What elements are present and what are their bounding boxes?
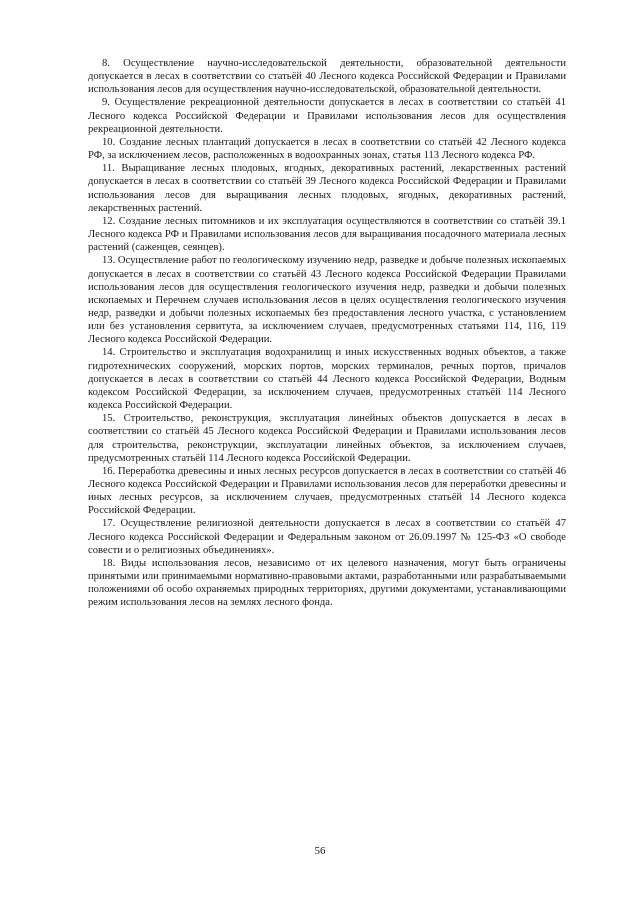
paragraph-12: 12. Создание лесных питомников и их эксплуатация осуществляются в соответствии со статьёй 39.1 Лесного кодекса РФ и Правилами использования лесов для выращивания посадочного материала лесных растений (саженцев, сеянцев). [88,215,566,254]
paragraph-16: 16. Переработка древесины и иных лесных ресурсов допускается в лесах в соответствии со статьёй 46 Лесного кодекса Российской Федерации и Правилами использования лесов для переработки древесины и иных лесных ресурсов, за исключением случаев, предусмотренных статьёй 14 Лесного кодекса Российской Федерации. [88,465,566,517]
paragraph-14: 14. Строительство и эксплуатация водохранилищ и иных искусственных водных объектов, а также гидротехнических сооружений, морских портов, морских терминалов, речных портов, причалов допускается в лесах в соответствии со статьёй 44 Лесного кодекса Российской Федерации, Водным кодексом Российской Федерации, за исключением случаев, предусмотренных статьёй 114 Лесного кодекса Российской Федерации. [88,347,566,412]
paragraph-18: 18. Виды использования лесов, независимо от их целевого назначения, могут быть ограничены принятыми или принимаемыми нормативно-правовыми актами, разработанными или разрабатываемыми положениями об особо охраняемых природных территориях, другими документами, устанавливающими режим использования лесов на землях лесного фонда. [88,557,566,609]
paragraph-13: 13. Осуществление работ по геологическому изучению недр, разведке и добыче полезных ископаемых допускается в лесах в соответствии со статьёй 43 Лесного кодекса Российской Федерации Правилами использования лесов для осуществления геологического изучения недр, разведки и добычи полезных ископаемых и Перечнем случаев использования лесов в целях осуществления геологического изучения недр, разведки и добычи полезных ископаемых без предоставления лесного участка, с установлением или без установления сервитута, за исключением случаев, предусмотренных статьями 114, 116, 119 Лесного кодекса Российской Федерации. [88,255,566,346]
document-body [88,57,566,610]
page-number: 56 [314,845,326,857]
paragraph-11: 11. Выращивание лесных плодовых, ягодных, декоративных растений, лекарственных растений допускается в лесах в соответствии со статьёй 39 Лесного кодекса Российской Федерации и Правилами использования лесов для выращивания лесных плодовых, ягодных, декоративных растений, лекарственных растений. [88,163,566,214]
paragraph-15: 15. Строительство, реконструкция, эксплуатация линейных объектов допускается в лесах в соответствии со статьёй 45 Лесного кодекса Российской Федерации и Правилами использования лесов для строительства, реконструкции, эксплуатации линейных объектов, за исключением случаев, предусмотренных статьёй 114 Лесного кодекса Российской Федерации. [88,413,566,464]
paragraph-8: 8. Осуществление научно-исследовательской деятельности, образовательной деятельности допускается в лесах в соответствии со статьёй 40 Лесного кодекса Российской Федерации и Правилами использования лесов для осуществления научно-исследовательской, образовательной деятельности. [88,58,566,96]
paragraph-9: 9. Осуществление рекреационной деятельности допускается в лесах в соответствии со статьёй 41 Лесного кодекса Российской Федерации и Правилами использования лесов для осуществления рекреационной деятельности. [88,97,566,135]
paragraph-17: 17. Осуществление религиозной деятельности допускается в лесах в соответствии со статьёй 47 Лесного кодекса Российской Федерации и Федеральным законом от 26.09.1997 № 125-ФЗ «О свободе совести и о религиозных объединениях». [88,518,566,556]
paragraph-10: 10. Создание лесных плантаций допускается в лесах в соответствии со статьёй 42 Лесного кодекса РФ, за исключением лесов, расположенных в водоохранных зонах, статья 113 Лесного кодекса РФ. [88,136,566,162]
